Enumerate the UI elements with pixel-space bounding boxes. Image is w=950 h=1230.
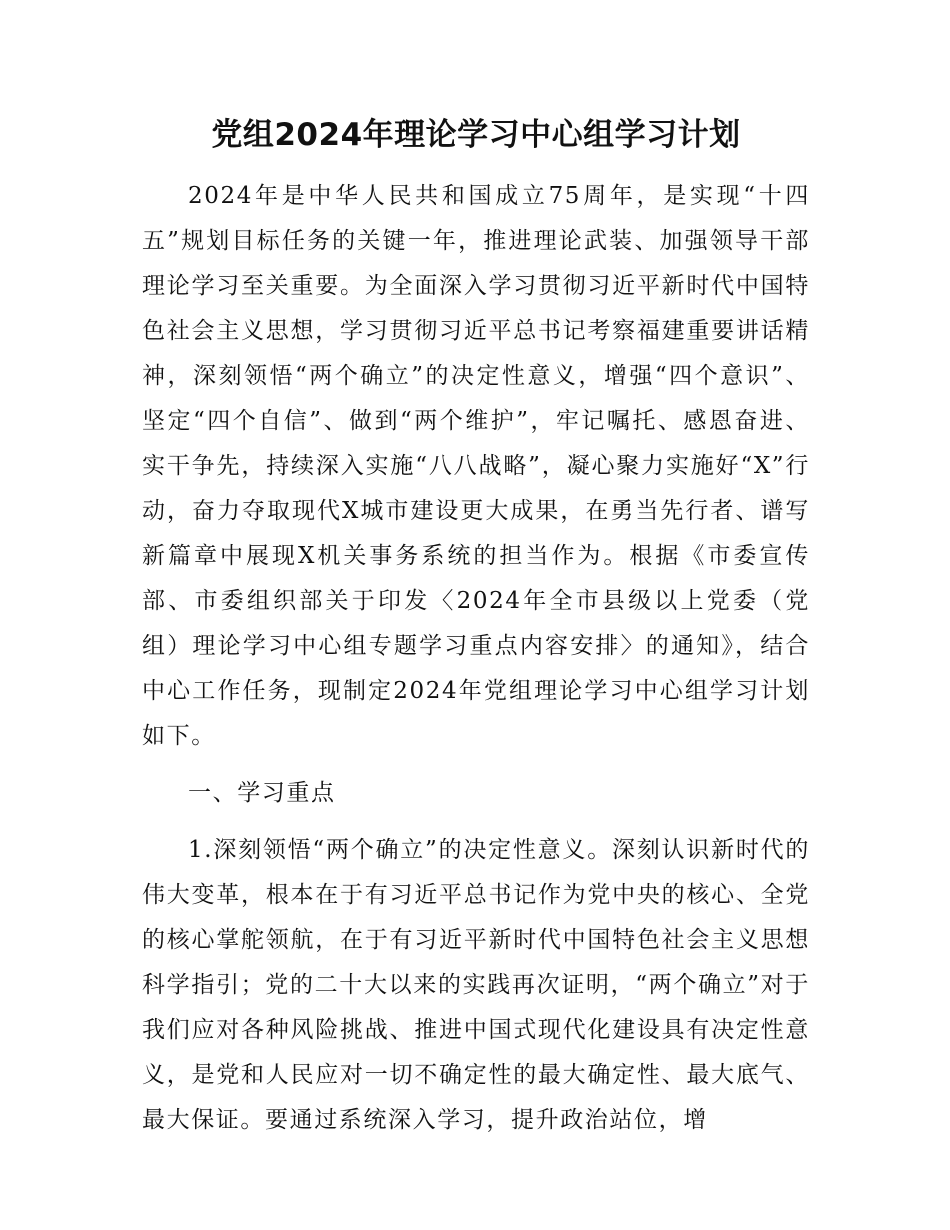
document-page bbox=[142, 110, 810, 1143]
intro-paragraph: 2024年是中华人民共和国成立75周年，是实现“十四五”规划目标任务的关键一年，推进理论武装、加强领导干部理论学习至关重要。为全面深入学习贯彻习近平新时代中国特色社会主义思想，学习贯彻习近平总书记考察福建重要讲话精神，深刻领悟“两个确立”的决定性意义，增强“四个意识”、坚定“四个自信”、做到“两个维护”，牢记嘱托、感恩奋进、实干争先，持续深入实施“八八战略”，凝心聚力实施好“X”行动，奋力夺取现代X城市建设更大成果，在勇当先行者、谱写新篇章中展现X机关事务系统的担当作为。根据《市委宣传部、市委组织部关于印发〈2024年全市县级以上党委（党组）理论学习中心组专题学习重点内容安排〉的通知》，结合中心工作任务，现制定2024年党组理论学习中心组学习计划如下。 bbox=[142, 183, 810, 749]
section-heading: 一、学习重点 bbox=[188, 780, 336, 806]
document-title: 党组2024年理论学习中心组学习计划 bbox=[211, 117, 741, 153]
point-1-paragraph: 1.深刻领悟“两个确立”的决定性意义。深刻认识新时代的伟大变革，根本在于有习近平总书记作为党中央的核心、全党的核心掌舵领航，在于有习近平新时代中国特色社会主义思想科学指引；党的二十大以来的实践再次证明，“两个确立”对于我们应对各种风险挑战、推进中国式现代化建设具有决定性意义，是党和人民应对一切不确定性的最大确定性、最大底气、最大保证。要通过系统深入学习，提升政治站位，增 bbox=[142, 837, 810, 1133]
